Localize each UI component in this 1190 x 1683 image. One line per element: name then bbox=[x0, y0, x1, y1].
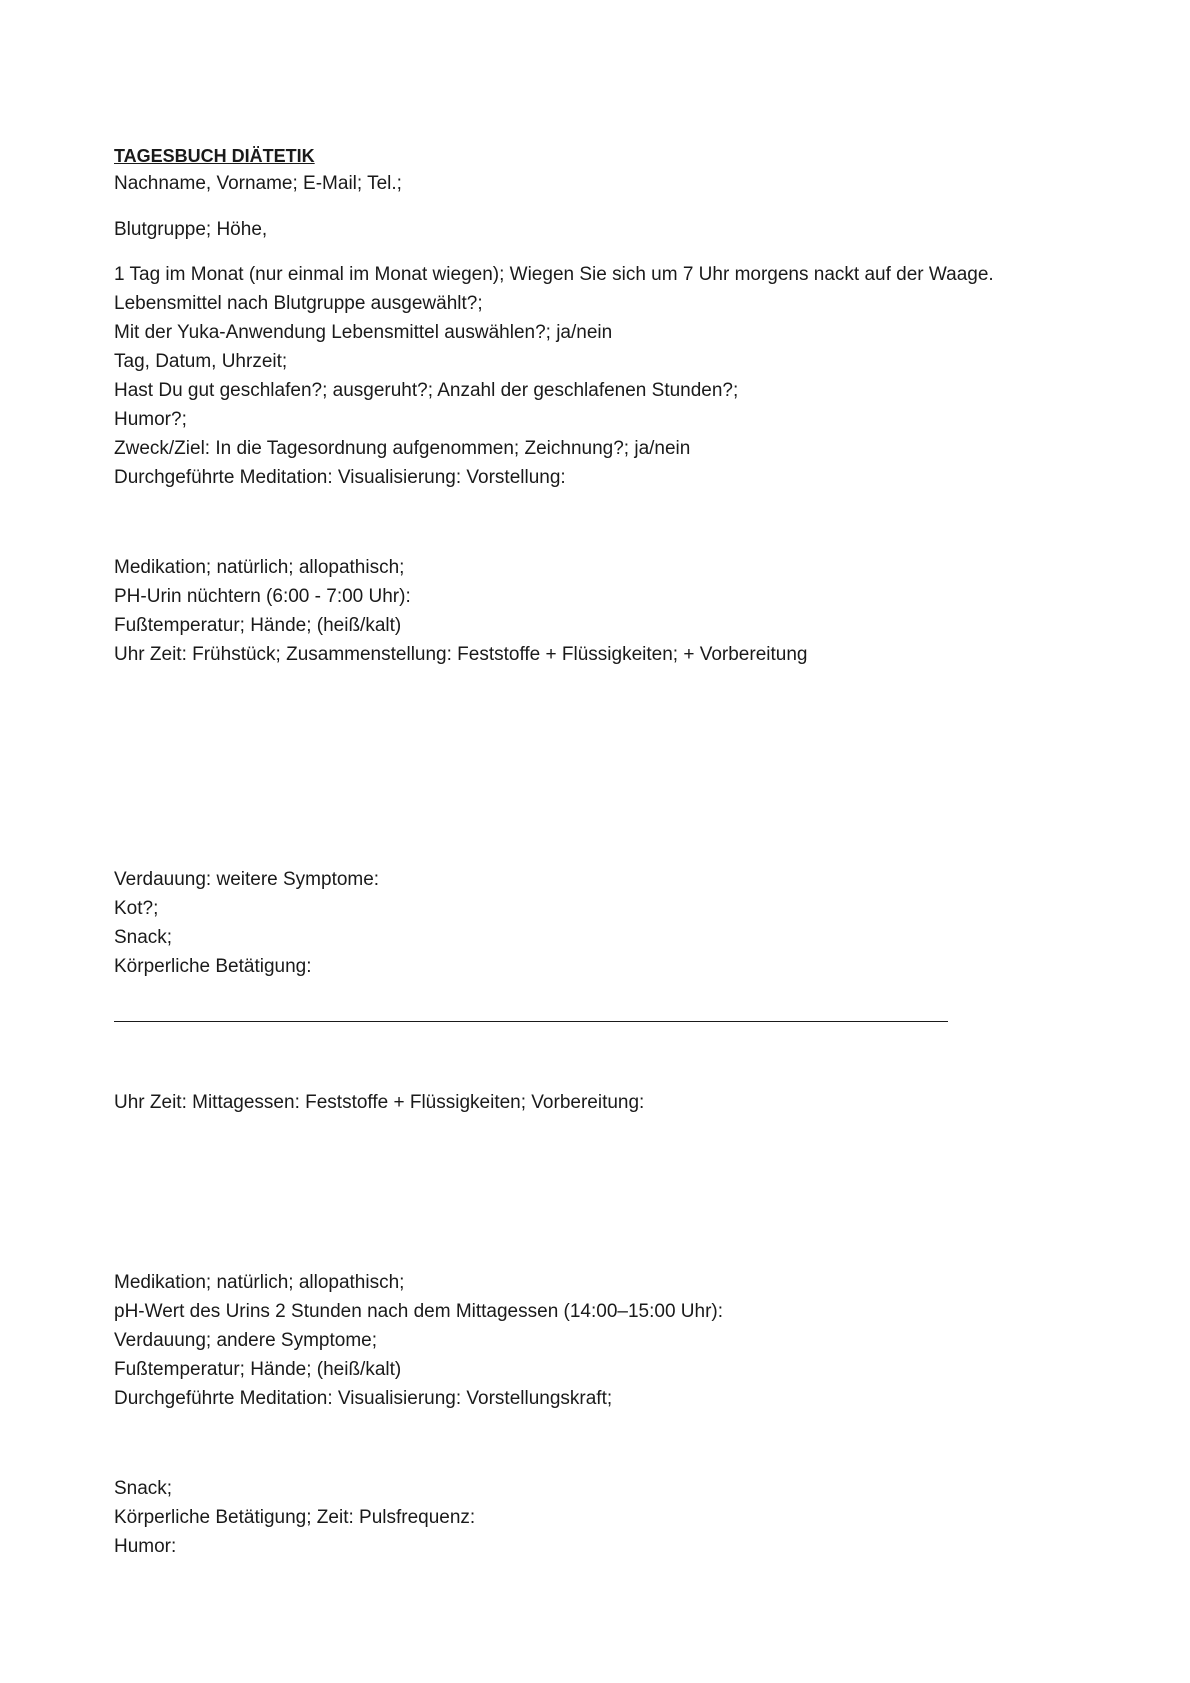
text-line: Snack; bbox=[114, 927, 173, 948]
text-line: Lebensmittel nach Blutgruppe ausgewählt?; bbox=[114, 293, 483, 314]
text-line: Zweck/Ziel: In die Tagesordnung aufgenommen; Zeichnung?; ja/nein bbox=[114, 438, 691, 459]
text-line: Medikation; natürlich; allopathisch; bbox=[114, 557, 405, 578]
text-line: Uhr Zeit: Frühstück; Zusammenstellung: Feststoffe + Flüssigkeiten; + Vorbereitung bbox=[114, 644, 808, 665]
text-line: 1 Tag im Monat (nur einmal im Monat wiegen); Wiegen Sie sich um 7 Uhr morgens nackt auf der Waage. bbox=[114, 264, 994, 285]
text-line: Mit der Yuka-Anwendung Lebensmittel auswählen?; ja/nein bbox=[114, 322, 613, 343]
document-title: TAGESBUCH DIÄTETIK bbox=[114, 146, 315, 166]
text-line: Fußtemperatur; Hände; (heiß/kalt) bbox=[114, 1359, 402, 1380]
text-line: Medikation; natürlich; allopathisch; bbox=[114, 1272, 405, 1293]
text-line: Tag, Datum, Uhrzeit; bbox=[114, 351, 288, 372]
text-line: Durchgeführte Meditation: Visualisierung: Vorstellungskraft; bbox=[114, 1388, 613, 1409]
text-line: Blutgruppe; Höhe, bbox=[114, 219, 268, 240]
text-line: Durchgeführte Meditation: Visualisierung: Vorstellung: bbox=[114, 467, 566, 488]
text-line: Fußtemperatur; Hände; (heiß/kalt) bbox=[114, 615, 402, 636]
text-line: Körperliche Betätigung; Zeit: Pulsfrequenz: bbox=[114, 1507, 476, 1528]
text-line: Humor: bbox=[114, 1536, 177, 1557]
text-line: Uhr Zeit: Mittagessen: Feststoffe + Flüssigkeiten; Vorbereitung: bbox=[114, 1092, 645, 1113]
text-line: Snack; bbox=[114, 1478, 173, 1499]
text-line: pH-Wert des Urins 2 Stunden nach dem Mittagessen (14:00–15:00 Uhr): bbox=[114, 1301, 724, 1322]
text-line: Humor?; bbox=[114, 409, 187, 430]
text-line: Kot?; bbox=[114, 898, 159, 919]
text-line: Verdauung: weitere Symptome: bbox=[114, 869, 380, 890]
text-line: Hast Du gut geschlafen?; ausgeruht?; Anzahl der geschlafenen Stunden?; bbox=[114, 380, 739, 401]
text-line: Nachname, Vorname; E-Mail; Tel.; bbox=[114, 173, 402, 194]
separator-line bbox=[114, 1021, 948, 1022]
text-line: PH-Urin nüchtern (6:00 - 7:00 Uhr): bbox=[114, 586, 411, 607]
text-line: Verdauung; andere Symptome; bbox=[114, 1330, 378, 1351]
text-line: Körperliche Betätigung: bbox=[114, 956, 312, 977]
